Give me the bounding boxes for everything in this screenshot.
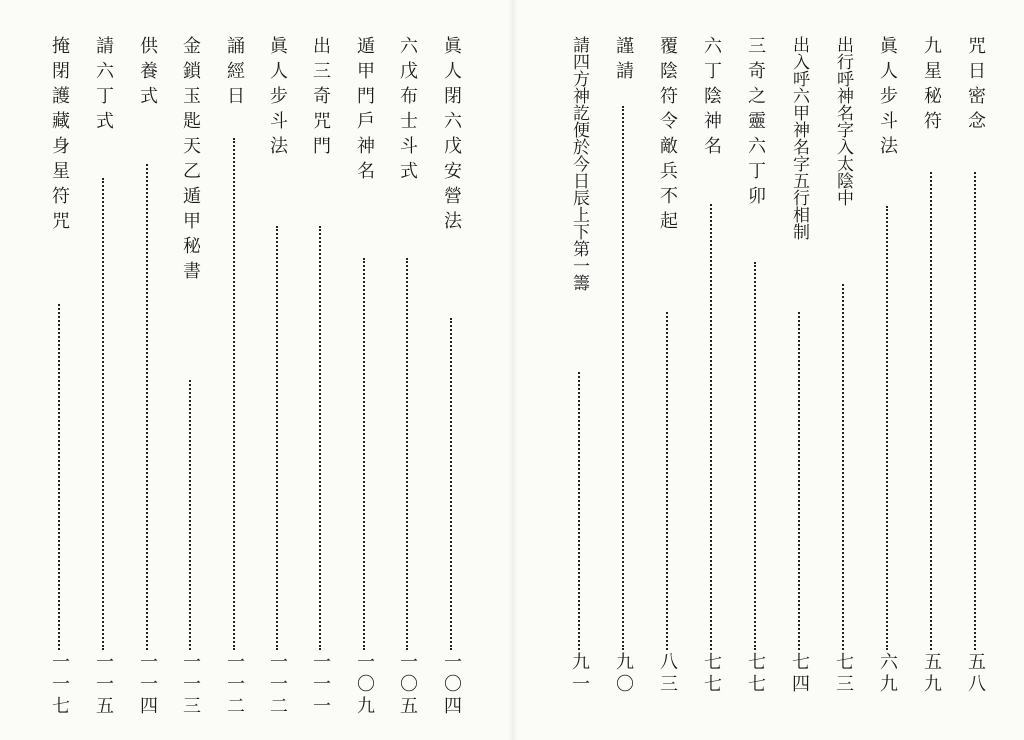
dot-leader	[233, 138, 235, 650]
dot-leader	[886, 206, 888, 650]
toc-entry	[784, 36, 814, 716]
dot-leader	[710, 204, 712, 650]
entry-title: 請四方神訖便於今日辰上下第一籌	[569, 36, 589, 291]
entry-page-number: 一一五	[93, 652, 114, 718]
dot-leader	[276, 226, 278, 650]
entry-page-number: 一一四	[137, 652, 158, 718]
toc-entry	[349, 36, 379, 716]
entry-page-number: 一一一	[310, 652, 331, 718]
entry-title: 三奇之靈六丁卯	[745, 36, 766, 211]
entry-page-number: 一〇九	[354, 652, 375, 718]
entry-title: 眞人閉六戊安營法	[441, 36, 462, 236]
dot-leader	[578, 372, 580, 650]
entry-page-number: 七七	[745, 652, 766, 696]
entry-page-number: 一〇五	[397, 652, 418, 718]
toc-entry	[652, 36, 682, 716]
entry-title: 供養式	[137, 36, 158, 111]
dot-leader	[622, 106, 624, 650]
entry-title: 謹請	[613, 36, 634, 86]
entry-title: 九星秘符	[921, 36, 942, 136]
dot-leader	[666, 312, 668, 650]
entry-page-number: 五八	[965, 652, 986, 696]
entry-title: 誦經日	[224, 36, 245, 111]
toc-entry	[88, 36, 118, 716]
entry-page-number: 一一七	[49, 652, 70, 718]
entry-page-number: 九〇	[613, 652, 634, 696]
toc-entry	[916, 36, 946, 716]
toc-entry	[392, 36, 422, 716]
dot-leader	[319, 226, 321, 650]
dot-leader	[102, 178, 104, 650]
toc-entry	[219, 36, 249, 716]
entry-page-number: 八三	[657, 652, 678, 696]
toc-entry	[740, 36, 770, 716]
entry-page-number: 一一三	[180, 652, 201, 718]
dot-leader	[842, 284, 844, 650]
dot-leader	[58, 304, 60, 650]
entry-page-number: 六九	[877, 652, 898, 696]
entry-title: 遁甲門戶神名	[354, 36, 375, 186]
dot-leader	[363, 258, 365, 650]
entry-title: 覆陰符令敵兵不起	[657, 36, 678, 236]
entry-title: 眞人步斗法	[267, 36, 288, 161]
toc-entry	[960, 36, 990, 716]
toc-entry	[305, 36, 335, 716]
entry-page-number: 一一二	[267, 652, 288, 718]
entry-title: 請六丁式	[93, 36, 114, 136]
toc-entry	[44, 36, 74, 716]
toc-entry	[564, 36, 594, 716]
book-gutter	[508, 0, 518, 740]
dot-leader	[930, 172, 932, 650]
dot-leader	[798, 312, 800, 650]
dot-leader	[974, 172, 976, 650]
entry-title: 六丁陰神名	[701, 36, 722, 161]
dot-leader	[146, 164, 148, 650]
toc-entry	[828, 36, 858, 716]
dot-leader	[406, 258, 408, 650]
entry-page-number: 五九	[921, 652, 942, 696]
entry-title: 咒日密念	[965, 36, 986, 136]
toc-entry	[262, 36, 292, 716]
entry-title: 出入呼六甲神名字五行相制	[789, 36, 809, 240]
toc-entry	[872, 36, 902, 716]
toc-entry	[132, 36, 162, 716]
entry-title: 眞人步斗法	[877, 36, 898, 161]
entry-page-number: 七四	[789, 652, 810, 696]
entry-title: 六戊布士斗式	[397, 36, 418, 186]
entry-title: 金鎖玉匙天乙遁甲秘書	[180, 36, 201, 286]
entry-page-number: 一〇四	[441, 652, 462, 718]
entry-title: 出行呼神名字入太陰中	[833, 36, 853, 206]
dot-leader	[189, 380, 191, 650]
toc-entry	[696, 36, 726, 716]
toc-entry	[175, 36, 205, 716]
entry-title: 掩閉護藏身星符咒	[49, 36, 70, 236]
dot-leader	[450, 318, 452, 650]
toc-entry	[608, 36, 638, 716]
entry-page-number: 一一二	[224, 652, 245, 718]
entry-title: 出三奇咒門	[310, 36, 331, 161]
right-page	[520, 0, 1024, 740]
toc-entry	[436, 36, 466, 716]
entry-page-number: 九一	[569, 652, 590, 696]
dot-leader	[754, 262, 756, 650]
entry-page-number: 七三	[833, 652, 854, 696]
entry-page-number: 七七	[701, 652, 722, 696]
